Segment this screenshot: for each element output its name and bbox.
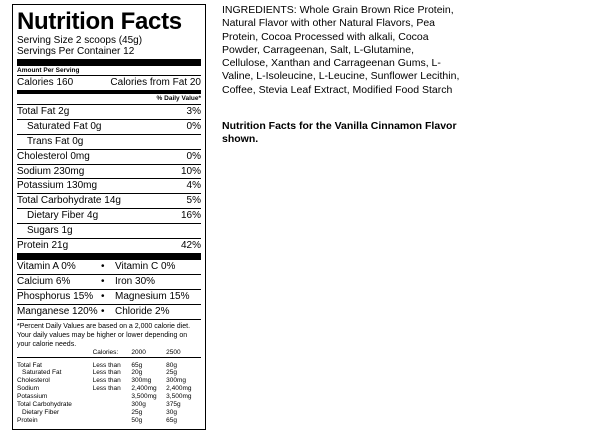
header-2500: 2500 bbox=[166, 348, 181, 356]
row-2500: 3,500mg bbox=[166, 393, 192, 401]
header-2000: 2000 bbox=[131, 348, 146, 356]
nutrient-name: Saturated Fat 0g bbox=[27, 120, 102, 132]
calories: Calories 160 bbox=[17, 77, 74, 88]
nutrient-dv: 16% bbox=[180, 210, 201, 222]
nutrient-name: Total Fat 2g bbox=[17, 105, 70, 117]
nutrient-row bbox=[17, 209, 201, 223]
vitamin-left: Phosphorus 15% bbox=[17, 290, 94, 302]
nutrient-dv: 0% bbox=[186, 150, 201, 162]
nutrient-dv: 3% bbox=[186, 105, 201, 117]
row-name: Total Carbohydrate bbox=[17, 401, 72, 409]
flavor-note: Nutrition Facts for the Vanilla Cinnamon Flavor shown. bbox=[222, 120, 457, 146]
bullet: • bbox=[101, 290, 105, 302]
table-row bbox=[17, 401, 201, 409]
row-limit: Less than bbox=[92, 361, 121, 369]
calories-label: Calories: bbox=[92, 348, 119, 356]
nutrient-row bbox=[17, 135, 201, 149]
table-row bbox=[17, 417, 201, 425]
table-row bbox=[17, 377, 201, 385]
vitamin-row bbox=[17, 275, 201, 289]
row-name: Protein bbox=[17, 416, 38, 424]
row-2000: 65g bbox=[131, 361, 143, 369]
nutrient-row bbox=[17, 239, 201, 253]
row-2000: 50g bbox=[131, 416, 143, 424]
nutrient-name: Potassium 130mg bbox=[17, 180, 98, 192]
vitamin-right: Magnesium 15% bbox=[115, 290, 190, 302]
divider-thick bbox=[17, 253, 201, 260]
nutrient-name: Trans Fat 0g bbox=[27, 135, 84, 147]
nutrient-name: Sugars 1g bbox=[27, 225, 73, 237]
row-2500: 25g bbox=[166, 369, 178, 377]
row-limit bbox=[93, 409, 132, 417]
row-name: Dietary Fiber bbox=[22, 408, 60, 416]
nutrient-name: Sodium 230mg bbox=[17, 165, 85, 177]
row-2000: 25g bbox=[131, 408, 143, 416]
row-2500: 80g bbox=[166, 361, 178, 369]
nutrient-row bbox=[17, 194, 201, 208]
nutrient-name: Cholesterol 0mg bbox=[17, 150, 90, 162]
row-2000: 3,500mg bbox=[131, 393, 157, 401]
nutrient-dv: 10% bbox=[180, 165, 201, 177]
vitamin-left: Manganese 120% bbox=[17, 305, 98, 317]
amount-per-serving: Amount Per Serving bbox=[17, 67, 80, 74]
row-name: Cholesterol bbox=[17, 377, 50, 385]
vitamin-row bbox=[17, 305, 201, 319]
nutrient-dv: 5% bbox=[186, 195, 201, 207]
daily-value-header: % Daily Value* bbox=[156, 94, 201, 102]
nutrient-row bbox=[17, 165, 201, 179]
row-2500: 2,400mg bbox=[166, 385, 192, 393]
nutrient-row bbox=[17, 179, 201, 193]
vitamin-right: Vitamin C 0% bbox=[115, 260, 176, 272]
calories-row bbox=[17, 76, 201, 90]
nutrient-dv: 0% bbox=[186, 120, 201, 132]
serving-size: Serving Size 2 scoops (45g) bbox=[17, 35, 143, 46]
vitamin-left: Calcium 6% bbox=[17, 275, 71, 287]
table-row bbox=[17, 362, 201, 370]
row-name: Total Fat bbox=[17, 361, 42, 369]
vitamin-row bbox=[17, 260, 201, 274]
calories-from-fat: Calories from Fat 20 bbox=[110, 77, 201, 88]
nutrient-row bbox=[17, 224, 201, 238]
row-2500: 30g bbox=[166, 408, 178, 416]
table-row bbox=[17, 393, 201, 401]
daily-values-table bbox=[17, 349, 201, 425]
nutrient-row bbox=[17, 150, 201, 164]
nutrient-row bbox=[17, 105, 201, 119]
bullet: • bbox=[101, 260, 105, 272]
row-limit: Less than bbox=[92, 377, 121, 385]
bullet: • bbox=[101, 305, 105, 317]
row-2000: 2,400mg bbox=[131, 385, 157, 393]
row-limit bbox=[93, 393, 132, 401]
row-limit bbox=[93, 417, 132, 425]
table-row bbox=[17, 409, 201, 417]
vitamin-right: Chloride 2% bbox=[115, 305, 170, 317]
row-name: Saturated Fat bbox=[22, 369, 62, 377]
vitamin-row bbox=[17, 290, 201, 304]
vitamin-right: Iron 30% bbox=[115, 275, 156, 287]
row-2500: 300mg bbox=[166, 377, 187, 385]
row-limit: Less than bbox=[92, 385, 121, 393]
row-2000: 300g bbox=[131, 401, 146, 409]
row-limit bbox=[93, 401, 132, 409]
nutrient-dv: 4% bbox=[186, 180, 201, 192]
bullet: • bbox=[101, 275, 105, 287]
nutrient-name: Protein 21g bbox=[17, 240, 69, 252]
table-row bbox=[17, 385, 201, 393]
nutrition-facts-label bbox=[12, 4, 206, 430]
footnote: *Percent Daily Values are based on a 2,000 calorie diet. Your daily values may be higher or lower depending on your calorie needs. bbox=[17, 322, 191, 348]
row-2500: 65g bbox=[166, 416, 178, 424]
row-limit: Less than bbox=[92, 369, 121, 377]
row-2000: 300mg bbox=[131, 377, 152, 385]
vitamin-left: Vitamin A 0% bbox=[17, 260, 76, 272]
table-row bbox=[17, 369, 201, 377]
servings-per-container: Servings Per Container 12 bbox=[17, 46, 135, 57]
label-title: Nutrition Facts bbox=[17, 8, 182, 35]
nutrient-name: Total Carbohydrate 14g bbox=[17, 195, 121, 207]
row-2000: 20g bbox=[131, 369, 143, 377]
ingredients-text: INGREDIENTS: Whole Grain Brown Rice Protein, Natural Flavor with other Natural Flavors, Pea Protein, Cocoa Processed with alkali, Cocoa Powder, Carrageenan, Salt, L-Glutamine, Cellulose, Xanthan and Carrageenan Gums, L-Valine, L-Isoleucine, L-Leucine, Sunflower Lecithin, Coffee, Stevia Leaf Extract, Modified Food Starch bbox=[222, 4, 460, 96]
row-2500: 375g bbox=[166, 401, 181, 409]
table-header-row bbox=[17, 349, 201, 357]
row-name: Potassium bbox=[17, 393, 48, 401]
row-name: Sodium bbox=[17, 385, 40, 393]
nutrient-dv: 42% bbox=[180, 240, 201, 252]
nutrient-row bbox=[17, 120, 201, 134]
nutrient-name: Dietary Fiber 4g bbox=[27, 210, 99, 222]
divider-thick bbox=[17, 59, 201, 66]
